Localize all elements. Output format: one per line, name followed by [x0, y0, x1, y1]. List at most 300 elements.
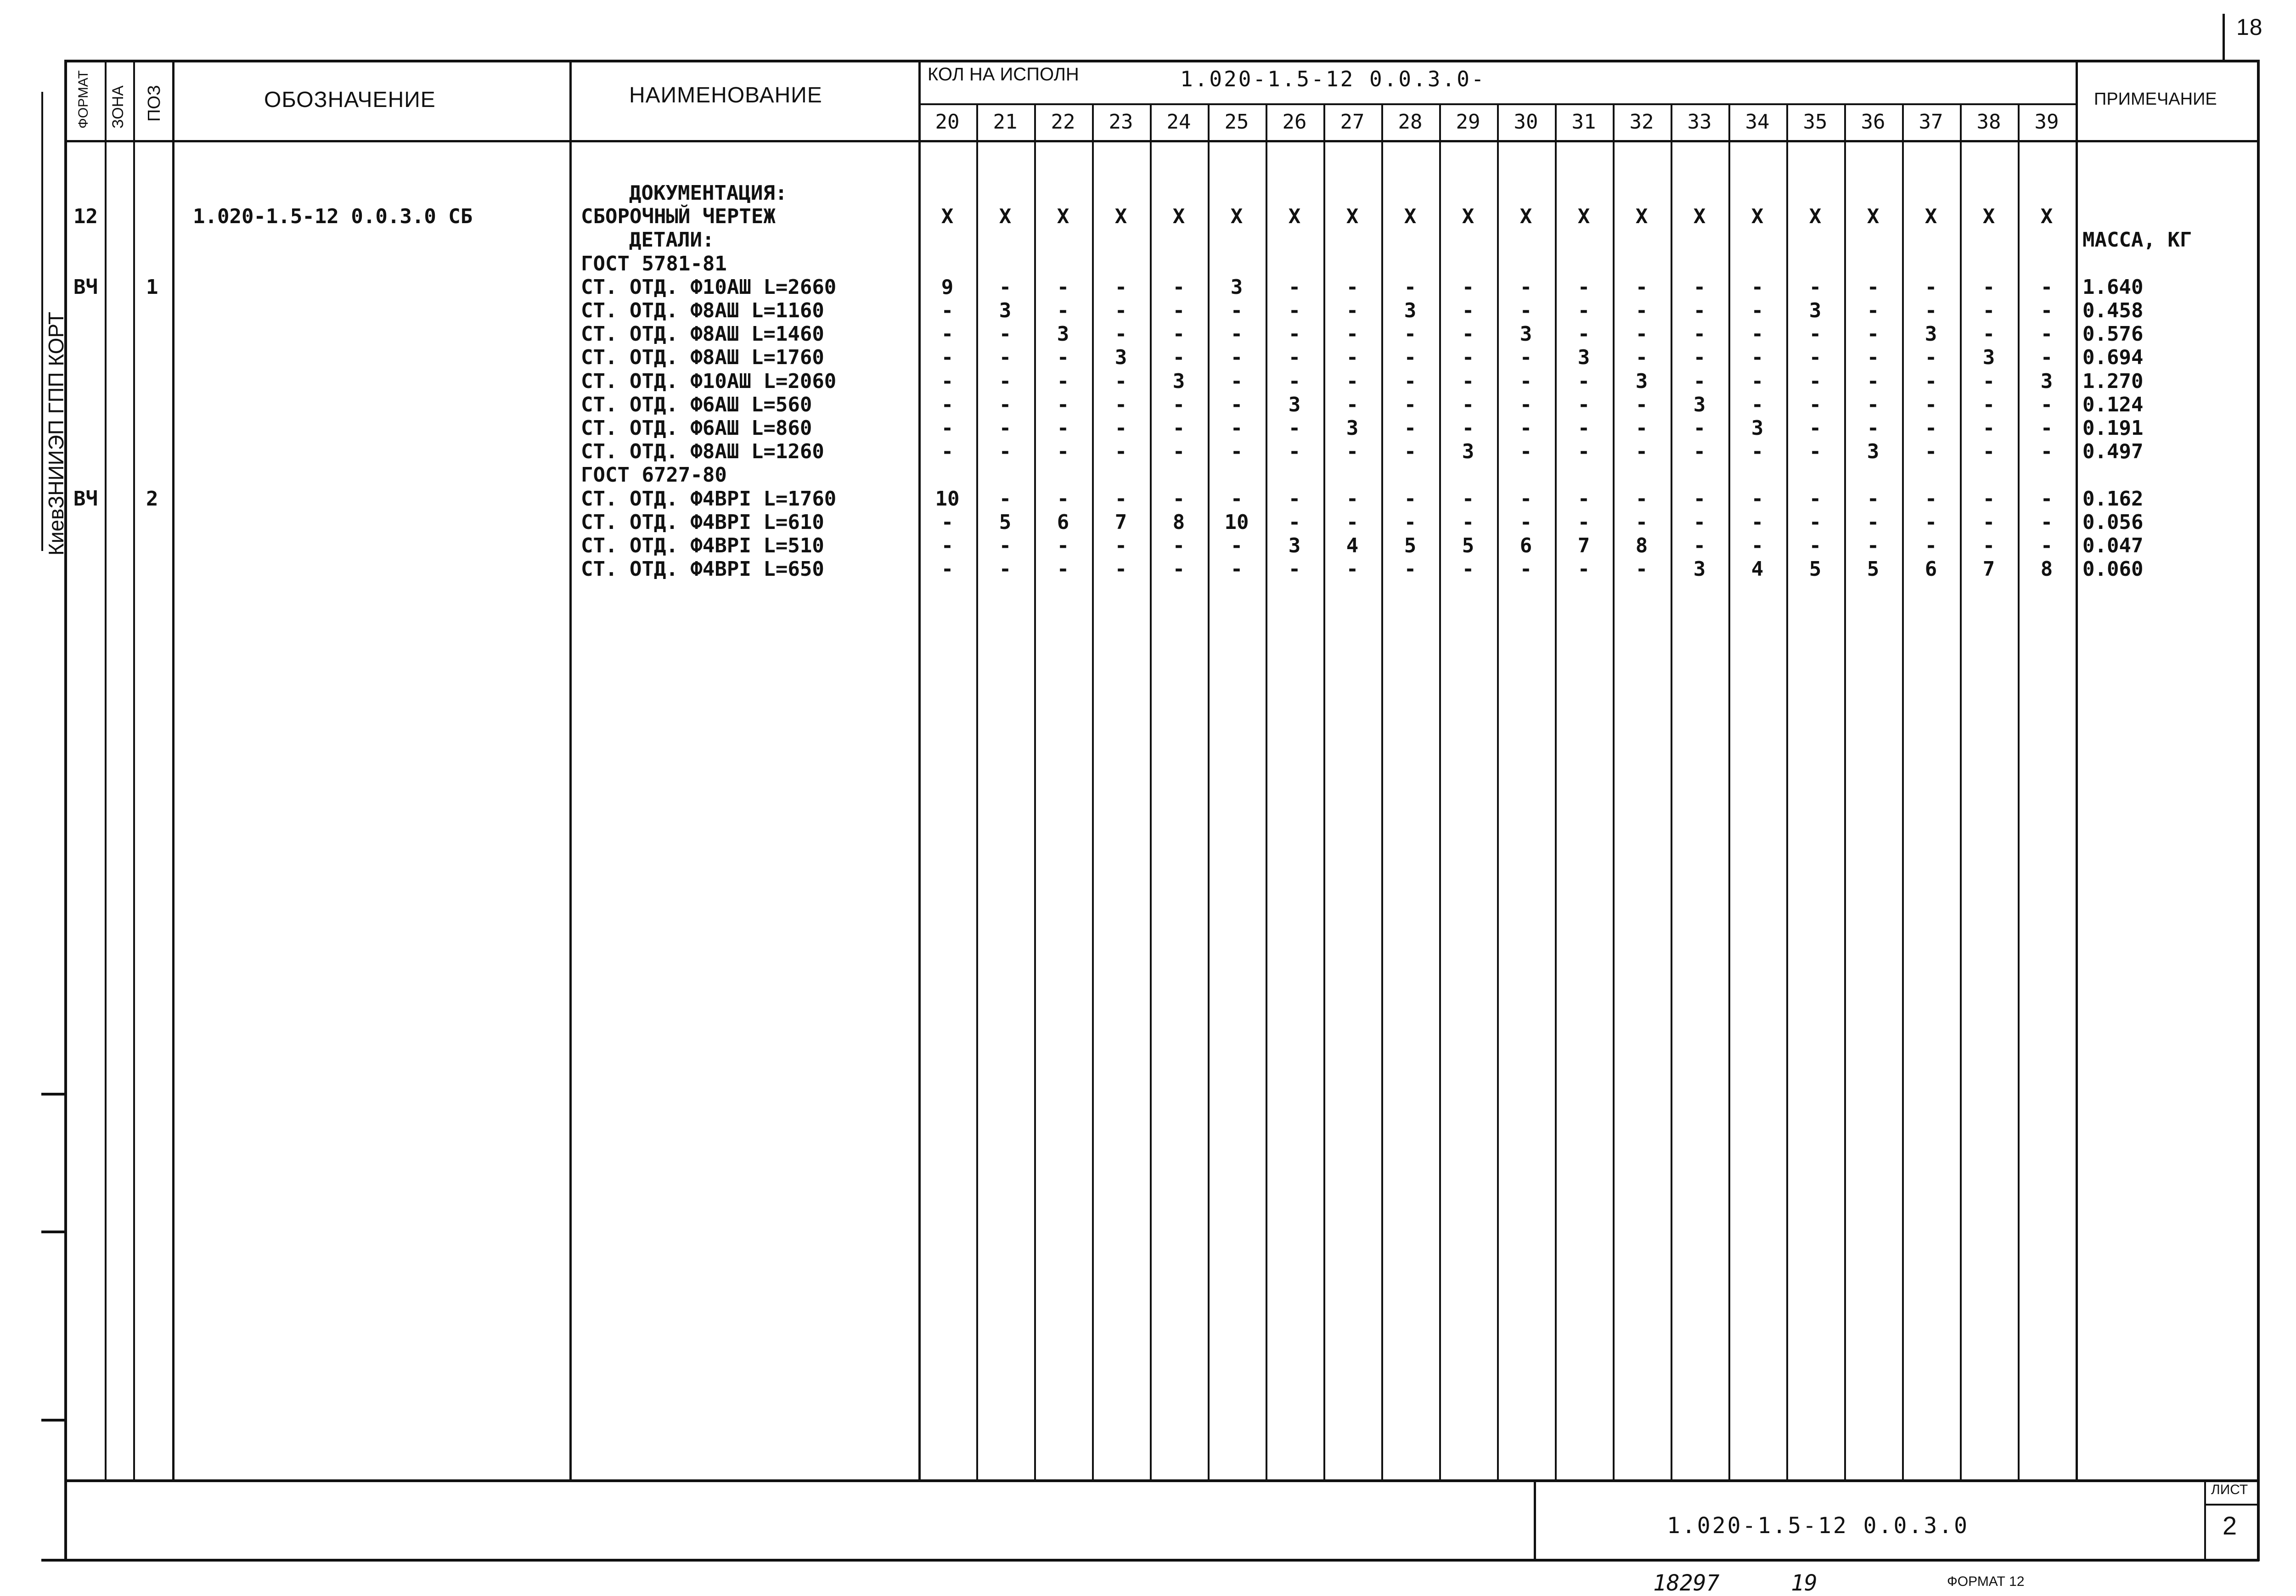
qty-cell: - — [1057, 534, 1069, 557]
row-note: 0.056 — [2082, 510, 2144, 534]
qty-cell: - — [2040, 322, 2053, 346]
qty-cell: - — [1693, 534, 1706, 557]
qty-cell: 5 — [1809, 557, 1822, 581]
side-stamp: КиевЗНИИЭП ГПП КОРТ — [44, 311, 68, 556]
qty-cell: 3 — [2040, 369, 2053, 393]
qty-cell: Х — [2040, 205, 2053, 229]
qty-cell: Х — [1346, 205, 1359, 229]
qty-cell: - — [1462, 322, 1474, 346]
qty-column-header: 38 — [1976, 110, 2001, 134]
qty-cell: - — [1809, 440, 1822, 464]
qty-column-header: 28 — [1398, 110, 1423, 134]
qty-cell: 5 — [1462, 534, 1474, 557]
header-designation: ОБОЗНАЧЕНИЕ — [264, 88, 436, 112]
qty-cell: Х — [1114, 205, 1127, 229]
qty-cell: - — [1577, 393, 1590, 416]
row-note: 1.270 — [2082, 369, 2144, 393]
qty-cell: - — [1925, 346, 1937, 370]
qty-cell: - — [1230, 369, 1243, 393]
qty-cell: - — [2040, 534, 2053, 557]
qty-cell: - — [1519, 557, 1532, 581]
row-note: 0.191 — [2082, 416, 2144, 440]
qty-column-header: 26 — [1282, 110, 1307, 134]
qty-cell: - — [941, 557, 954, 581]
qty-cell: - — [1925, 534, 1937, 557]
qty-cell: - — [1867, 416, 1880, 440]
qty-cell: - — [1982, 275, 1995, 299]
qty-cell: 3 — [1809, 299, 1822, 322]
row-name: СТ. ОТД. Ф8АШ L=1160 — [581, 299, 824, 322]
frame-header-bottom — [64, 140, 2259, 142]
qty-cell: Х — [1635, 205, 1648, 229]
qty-cell: 8 — [1172, 510, 1185, 534]
qty-cell: - — [1635, 299, 1648, 322]
qty-cell: 3 — [1867, 440, 1880, 464]
qty-column-header: 35 — [1803, 110, 1828, 134]
qty-cell: 6 — [1057, 510, 1069, 534]
qty-cell: - — [1519, 299, 1532, 322]
qty-cell: - — [1982, 440, 1995, 464]
qty-cell: Х — [1577, 205, 1590, 229]
row-designation: 1.020-1.5-12 0.0.3.0 СБ — [193, 205, 473, 229]
qty-cell: 7 — [1114, 510, 1127, 534]
qty-cell: - — [1172, 534, 1185, 557]
qty-cell: - — [1577, 487, 1590, 511]
qty-column-header: 27 — [1340, 110, 1365, 134]
footer-sheet-number: 2 — [2223, 1511, 2238, 1540]
footer-sheet-label: ЛИСТ — [2211, 1482, 2248, 1497]
qty-cell: - — [1230, 487, 1243, 511]
qty-cell: 6 — [1925, 557, 1937, 581]
qty-cell: - — [1114, 299, 1127, 322]
row-note: 0.694 — [2082, 346, 2144, 370]
qty-cell: Х — [1809, 205, 1822, 229]
row-pos: 2 — [146, 487, 158, 511]
header-qty-label: КОЛ НА ИСПОЛН — [928, 64, 1079, 84]
qty-cell: 3 — [1462, 440, 1474, 464]
qty-cell: - — [1809, 275, 1822, 299]
qty-cell: - — [1867, 393, 1880, 416]
qty-cell: - — [1288, 322, 1301, 346]
row-note: 0.162 — [2082, 487, 2144, 511]
qty-cell: - — [1519, 510, 1532, 534]
qty-cell: - — [1693, 416, 1706, 440]
qty-cell: 3 — [1982, 346, 1995, 370]
qty-cell: - — [1751, 299, 1764, 322]
qty-cell: - — [1404, 440, 1417, 464]
qty-cell: - — [2040, 510, 2053, 534]
qty-cell: - — [1635, 393, 1648, 416]
qty-cell: Х — [1925, 205, 1937, 229]
qty-cell: - — [1404, 346, 1417, 370]
qty-cell: 8 — [1635, 534, 1648, 557]
qty-cell: - — [1114, 369, 1127, 393]
qty-cell: - — [999, 557, 1012, 581]
qty-cell: - — [1751, 534, 1764, 557]
qty-cell: Х — [1751, 205, 1764, 229]
qty-cell: - — [1867, 534, 1880, 557]
qty-cell: - — [1751, 275, 1764, 299]
qty-cell: - — [1057, 346, 1069, 370]
qty-cell: - — [1346, 275, 1359, 299]
qty-cell: 9 — [941, 275, 954, 299]
qty-column-header: 37 — [1919, 110, 1943, 134]
frame-left — [64, 60, 67, 1561]
qty-cell: 4 — [1346, 534, 1359, 557]
header-zone: ЗОНА — [109, 85, 127, 129]
qty-cell: - — [1635, 487, 1648, 511]
qty-cell: - — [1982, 487, 1995, 511]
qty-cell: - — [1693, 346, 1706, 370]
qty-cell: 6 — [1519, 534, 1532, 557]
qty-cell: 3 — [1288, 393, 1301, 416]
qty-cell: 3 — [1693, 557, 1706, 581]
row-name: СТ. ОТД. Ф4ВРI L=610 — [581, 510, 824, 534]
qty-cell: - — [1925, 416, 1937, 440]
qty-column-header: 39 — [2034, 110, 2059, 134]
qty-cell: - — [1230, 299, 1243, 322]
qty-cell: 3 — [1519, 322, 1532, 346]
qty-column-header: 22 — [1051, 110, 1075, 134]
qty-cell: - — [999, 487, 1012, 511]
qty-cell: - — [1288, 557, 1301, 581]
qty-cell: - — [1751, 393, 1764, 416]
qty-cell: - — [1982, 299, 1995, 322]
qty-column-header: 34 — [1745, 110, 1770, 134]
qty-cell: Х — [1519, 205, 1532, 229]
qty-cell: - — [1577, 440, 1590, 464]
qty-cell: - — [1057, 487, 1069, 511]
qty-cell: - — [999, 346, 1012, 370]
row-format: ВЧ — [73, 487, 98, 511]
qty-cell: - — [1114, 487, 1127, 511]
qty-cell: - — [1925, 299, 1937, 322]
frame-table-bottom — [64, 1479, 2259, 1482]
qty-cell: - — [1982, 416, 1995, 440]
qty-cell: - — [1172, 275, 1185, 299]
row-name: СТ. ОТД. Ф8АШ L=1260 — [581, 440, 824, 464]
qty-cell: - — [1462, 416, 1474, 440]
qty-cell: - — [1462, 275, 1474, 299]
row-note: 0.576 — [2082, 322, 2144, 346]
row-note: 0.047 — [2082, 534, 2144, 557]
qty-cell: - — [1404, 557, 1417, 581]
qty-cell: - — [1114, 534, 1127, 557]
header-pos: ПОЗ — [145, 85, 164, 122]
qty-cell: Х — [1462, 205, 1474, 229]
qty-cell: - — [1635, 346, 1648, 370]
qty-column-header: 25 — [1224, 110, 1249, 134]
qty-cell: - — [2040, 346, 2053, 370]
qty-cell: - — [999, 393, 1012, 416]
qty-cell: - — [1288, 299, 1301, 322]
qty-cell: - — [1404, 510, 1417, 534]
qty-cell: - — [1751, 487, 1764, 511]
qty-cell: - — [1925, 440, 1937, 464]
qty-cell: - — [1982, 322, 1995, 346]
row-name: СТ. ОТД. Ф8АШ L=1460 — [581, 322, 824, 346]
row-pos: 1 — [146, 275, 158, 299]
qty-cell: - — [1057, 369, 1069, 393]
qty-cell: - — [1867, 299, 1880, 322]
qty-cell: - — [1867, 369, 1880, 393]
qty-cell: - — [1114, 416, 1127, 440]
qty-cell: - — [1114, 440, 1127, 464]
qty-cell: - — [1809, 393, 1822, 416]
row-note: 0.458 — [2082, 299, 2144, 322]
qty-cell: - — [1057, 275, 1069, 299]
qty-cell: - — [1809, 346, 1822, 370]
qty-cell: - — [941, 393, 954, 416]
qty-cell: - — [1346, 322, 1359, 346]
qty-cell: - — [1635, 322, 1648, 346]
qty-cell: 3 — [1635, 369, 1648, 393]
qty-column-header: 36 — [1861, 110, 1885, 134]
qty-cell: - — [1925, 275, 1937, 299]
qty-cell: - — [2040, 440, 2053, 464]
qty-cell: - — [1519, 275, 1532, 299]
qty-cell: - — [1462, 557, 1474, 581]
qty-cell: - — [1346, 440, 1359, 464]
qty-cell: 10 — [935, 487, 960, 511]
frame-bottom — [41, 1559, 2259, 1562]
qty-cell: - — [1635, 440, 1648, 464]
qty-cell: - — [1230, 393, 1243, 416]
qty-cell: Х — [999, 205, 1012, 229]
qty-column-header: 33 — [1687, 110, 1712, 134]
qty-cell: - — [1519, 487, 1532, 511]
qty-cell: - — [1925, 369, 1937, 393]
qty-cell: - — [1751, 510, 1764, 534]
qty-cell: - — [999, 416, 1012, 440]
qty-cell: Х — [1404, 205, 1417, 229]
qty-cell: 5 — [1867, 557, 1880, 581]
qty-cell: - — [1288, 510, 1301, 534]
qty-cell: 3 — [1288, 534, 1301, 557]
qty-cell: - — [1867, 275, 1880, 299]
qty-cell: - — [1635, 416, 1648, 440]
qty-cell: - — [941, 369, 954, 393]
row-name: ГОСТ 6727-80 — [581, 463, 727, 487]
qty-cell: - — [1519, 393, 1532, 416]
qty-cell: 3 — [1693, 393, 1706, 416]
qty-cell: - — [1693, 299, 1706, 322]
qty-cell: Х — [1693, 205, 1706, 229]
row-name: СТ. ОТД. Ф4ВРI L=1760 — [581, 487, 837, 511]
qty-cell: - — [1635, 275, 1648, 299]
header-note: ПРИМЕЧАНИЕ — [2094, 90, 2217, 109]
qty-cell: - — [999, 322, 1012, 346]
qty-cell: 3 — [1057, 322, 1069, 346]
qty-cell: - — [1404, 369, 1417, 393]
qty-column-header: 21 — [993, 110, 1018, 134]
row-name: СТ. ОТД. Ф4ВРI L=510 — [581, 534, 824, 557]
qty-cell: - — [941, 440, 954, 464]
qty-cell: Х — [1172, 205, 1185, 229]
corner-mark: 18 — [2236, 14, 2263, 40]
qty-cell: - — [1809, 487, 1822, 511]
footer-inventory-sheet: 19 — [1791, 1570, 1818, 1596]
qty-cell: - — [1114, 322, 1127, 346]
qty-cell: 7 — [1577, 534, 1590, 557]
row-note: 0.497 — [2082, 440, 2144, 464]
qty-cell: 3 — [1404, 299, 1417, 322]
row-name: СТ. ОТД. Ф6АШ L=560 — [581, 393, 812, 416]
row-name: ДЕТАЛИ: — [629, 228, 715, 252]
qty-cell: 8 — [2040, 557, 2053, 581]
qty-cell: - — [941, 416, 954, 440]
qty-cell: - — [1809, 322, 1822, 346]
row-name: СТ. ОТД. Ф4ВРI L=650 — [581, 557, 824, 581]
footer-inventory: 18297 — [1653, 1570, 1720, 1596]
row-note: 1.640 — [2082, 275, 2144, 299]
qty-cell: - — [1288, 440, 1301, 464]
footer-doc-code: 1.020-1.5-12 0.0.3.0 — [1667, 1513, 1969, 1539]
row-note: 0.124 — [2082, 393, 2144, 416]
qty-cell: - — [1172, 393, 1185, 416]
qty-cell: - — [1925, 393, 1937, 416]
qty-cell: - — [1230, 557, 1243, 581]
qty-cell: - — [1693, 440, 1706, 464]
qty-cell: 3 — [1751, 416, 1764, 440]
row-name: СТ. ОТД. Ф6АШ L=860 — [581, 416, 812, 440]
qty-column-header: 32 — [1629, 110, 1654, 134]
qty-cell: - — [1288, 275, 1301, 299]
qty-cell: - — [1519, 346, 1532, 370]
qty-cell: - — [1114, 557, 1127, 581]
qty-cell: - — [1404, 393, 1417, 416]
qty-cell: 3 — [1114, 346, 1127, 370]
qty-cell: - — [1404, 487, 1417, 511]
qty-cell: - — [1635, 510, 1648, 534]
qty-cell: - — [1057, 440, 1069, 464]
qty-cell: - — [2040, 416, 2053, 440]
qty-cell: - — [1346, 369, 1359, 393]
qty-cell: - — [999, 440, 1012, 464]
qty-cell: 10 — [1224, 510, 1249, 534]
qty-cell: - — [1230, 416, 1243, 440]
qty-cell: - — [1346, 393, 1359, 416]
qty-cell: 3 — [1346, 416, 1359, 440]
row-name: СТ. ОТД. Ф10АШ L=2060 — [581, 369, 837, 393]
qty-cell: - — [2040, 275, 2053, 299]
qty-cell: - — [1462, 369, 1474, 393]
row-name: СТ. ОТД. Ф8АШ L=1760 — [581, 346, 824, 370]
qty-column-header: 23 — [1109, 110, 1133, 134]
qty-cell: - — [1346, 557, 1359, 581]
qty-cell: - — [941, 299, 954, 322]
qty-cell: - — [1288, 369, 1301, 393]
qty-cell: Х — [1057, 205, 1069, 229]
qty-cell: - — [1230, 440, 1243, 464]
qty-cell: - — [1635, 557, 1648, 581]
qty-cell: - — [1346, 299, 1359, 322]
qty-cell: - — [1230, 322, 1243, 346]
qty-cell: - — [941, 510, 954, 534]
qty-cell: - — [1867, 322, 1880, 346]
qty-cell: - — [1577, 299, 1590, 322]
qty-cell: - — [1693, 322, 1706, 346]
qty-column-header: 24 — [1166, 110, 1191, 134]
qty-cell: - — [1230, 346, 1243, 370]
qty-cell: - — [1230, 534, 1243, 557]
qty-cell: - — [1462, 299, 1474, 322]
qty-cell: - — [1867, 510, 1880, 534]
qty-cell: - — [1346, 487, 1359, 511]
qty-cell: 3 — [999, 299, 1012, 322]
qty-cell: 3 — [1577, 346, 1590, 370]
frame-top — [64, 60, 2259, 62]
row-name: СТ. ОТД. Ф10АШ L=2660 — [581, 275, 837, 299]
qty-cell: - — [1172, 440, 1185, 464]
qty-cell: - — [1577, 322, 1590, 346]
header-name: НАИМЕНОВАНИЕ — [629, 83, 822, 107]
qty-cell: - — [1982, 510, 1995, 534]
qty-cell: - — [1172, 299, 1185, 322]
header-qty-code: 1.020-1.5-12 0.0.3.0- — [1180, 67, 1486, 91]
qty-cell: - — [1057, 299, 1069, 322]
footer-format-label: ФОРМАТ 12 — [1947, 1574, 2025, 1589]
qty-cell: - — [1809, 510, 1822, 534]
row-format: ВЧ — [73, 275, 98, 299]
qty-cell: - — [1288, 416, 1301, 440]
qty-cell: Х — [1288, 205, 1301, 229]
qty-cell: - — [1057, 557, 1069, 581]
qty-cell: - — [1462, 510, 1474, 534]
qty-cell: Х — [1230, 205, 1243, 229]
qty-cell: - — [1462, 487, 1474, 511]
qty-cell: - — [1519, 369, 1532, 393]
qty-cell: - — [1057, 416, 1069, 440]
qty-cell: - — [2040, 299, 2053, 322]
row-note: МАССА, КГ — [2082, 228, 2192, 252]
qty-cell: - — [1867, 346, 1880, 370]
frame-right — [2257, 60, 2260, 1561]
qty-cell: - — [1751, 369, 1764, 393]
qty-cell: - — [1404, 275, 1417, 299]
qty-cell: - — [1172, 346, 1185, 370]
qty-cell: - — [941, 534, 954, 557]
qty-cell: 5 — [1404, 534, 1417, 557]
qty-cell: - — [999, 369, 1012, 393]
qty-cell: - — [1982, 393, 1995, 416]
qty-cell: - — [1057, 393, 1069, 416]
qty-cell: - — [1925, 487, 1937, 511]
qty-cell: - — [1751, 440, 1764, 464]
qty-cell: - — [2040, 393, 2053, 416]
qty-cell: - — [1693, 510, 1706, 534]
qty-cell: Х — [1982, 205, 1995, 229]
qty-cell: - — [1867, 487, 1880, 511]
qty-column-header: 30 — [1514, 110, 1538, 134]
qty-cell: - — [1114, 275, 1127, 299]
qty-cell: - — [1288, 487, 1301, 511]
qty-cell: - — [1172, 416, 1185, 440]
qty-cell: 5 — [999, 510, 1012, 534]
qty-cell: - — [1693, 275, 1706, 299]
qty-cell: - — [1751, 346, 1764, 370]
qty-cell: - — [941, 346, 954, 370]
qty-cell: 3 — [1925, 322, 1937, 346]
qty-cell: - — [1809, 369, 1822, 393]
qty-column-header: 31 — [1571, 110, 1596, 134]
qty-cell: - — [1462, 393, 1474, 416]
qty-cell: - — [999, 534, 1012, 557]
qty-column-header: 29 — [1456, 110, 1480, 134]
qty-cell: - — [1462, 346, 1474, 370]
row-name: СБОРОЧНЫЙ ЧЕРТЕЖ — [581, 205, 776, 229]
qty-cell: - — [1404, 322, 1417, 346]
